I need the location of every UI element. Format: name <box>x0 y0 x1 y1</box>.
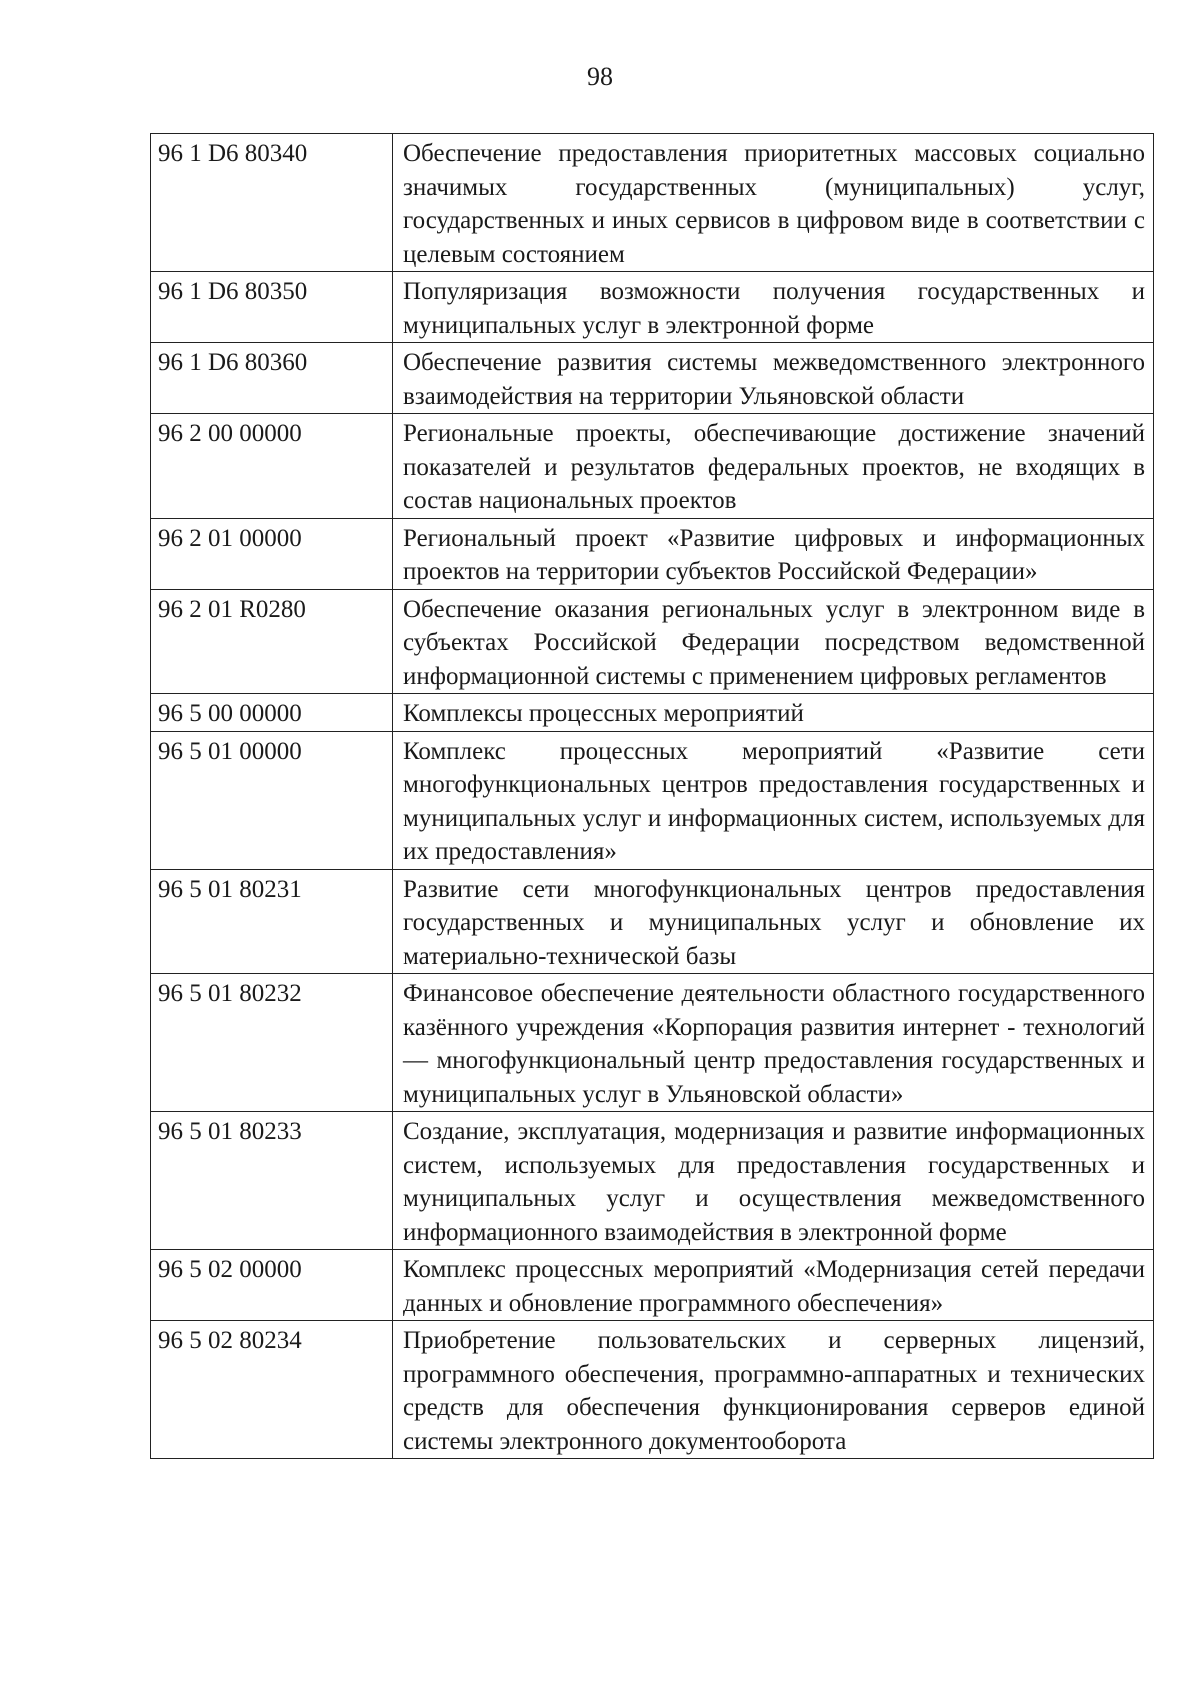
table-row <box>151 589 1154 694</box>
code-cell: 96 2 00 00000 <box>151 414 393 519</box>
code-cell: 96 5 02 80234 <box>151 1321 393 1459</box>
code-cell: 96 1 D6 80350 <box>151 272 393 343</box>
table-row <box>151 869 1154 974</box>
code-cell: 96 5 01 80233 <box>151 1112 393 1250</box>
code-cell: 96 5 01 00000 <box>151 731 393 869</box>
table-row <box>151 134 1154 272</box>
table-row <box>151 1321 1154 1459</box>
table-row <box>151 694 1154 732</box>
description-cell: Приобретение пользовательских и серверных лицензий, программного обеспечения, программно-аппаратных и технических средств для обеспечения функционирования серверов единой системы электронного документооборота <box>393 1321 1154 1459</box>
table-row <box>151 272 1154 343</box>
budget-code-table <box>150 133 1154 1459</box>
description-cell: Популяризация возможности получения государственных и муниципальных услуг в электронной форме <box>393 272 1154 343</box>
description-cell: Комплекс процессных мероприятий «Модернизация сетей передачи данных и обновление программного обеспечения» <box>393 1250 1154 1321</box>
code-cell: 96 2 01 R0280 <box>151 589 393 694</box>
code-cell: 96 5 01 80232 <box>151 974 393 1112</box>
page-number: 98 <box>587 62 613 91</box>
description-cell: Комплекс процессных мероприятий «Развитие сети многофункциональных центров предоставления государственных и муниципальных услуг и информационных систем, используемых для их предоставления» <box>393 731 1154 869</box>
code-cell: 96 1 D6 80360 <box>151 343 393 414</box>
table-row <box>151 974 1154 1112</box>
code-cell: 96 5 00 00000 <box>151 694 393 732</box>
description-cell: Региональные проекты, обеспечивающие достижение значений показателей и результатов федеральных проектов, не входящих в состав национальных проектов <box>393 414 1154 519</box>
code-cell: 96 2 01 00000 <box>151 518 393 589</box>
description-cell: Финансовое обеспечение деятельности областного государственного казённого учреждения «Корпорация развития интернет - технологий — многофункциональный центр предоставления государственных и муниципальных услуг в Ульяновской области» <box>393 974 1154 1112</box>
code-cell: 96 5 01 80231 <box>151 869 393 974</box>
table-row <box>151 1250 1154 1321</box>
description-cell: Обеспечение оказания региональных услуг в электронном виде в субъектах Российской Федерации посредством ведомственной информационной системы с применением цифровых регламентов <box>393 589 1154 694</box>
table-row <box>151 1112 1154 1250</box>
description-cell: Обеспечение предоставления приоритетных массовых социально значимых государственных (муниципальных) услуг, государственных и иных сервисов в цифровом виде в соответствии с целевым состоянием <box>393 134 1154 272</box>
table-row <box>151 518 1154 589</box>
description-cell: Развитие сети многофункциональных центров предоставления государственных и муниципальных услуг и обновление их материально-технической базы <box>393 869 1154 974</box>
description-cell: Обеспечение развития системы межведомственного электронного взаимодействия на территории Ульяновской области <box>393 343 1154 414</box>
table-row <box>151 343 1154 414</box>
code-cell: 96 1 D6 80340 <box>151 134 393 272</box>
description-cell: Комплексы процессных мероприятий <box>393 694 1154 732</box>
code-cell: 96 5 02 00000 <box>151 1250 393 1321</box>
table-row <box>151 414 1154 519</box>
table-row <box>151 731 1154 869</box>
description-cell: Региональный проект «Развитие цифровых и информационных проектов на территории субъектов Российской Федерации» <box>393 518 1154 589</box>
description-cell: Создание, эксплуатация, модернизация и развитие информационных систем, используемых для предоставления государственных и муниципальных услуг и осуществления межведомственного информационного взаимодействия в электронной форме <box>393 1112 1154 1250</box>
